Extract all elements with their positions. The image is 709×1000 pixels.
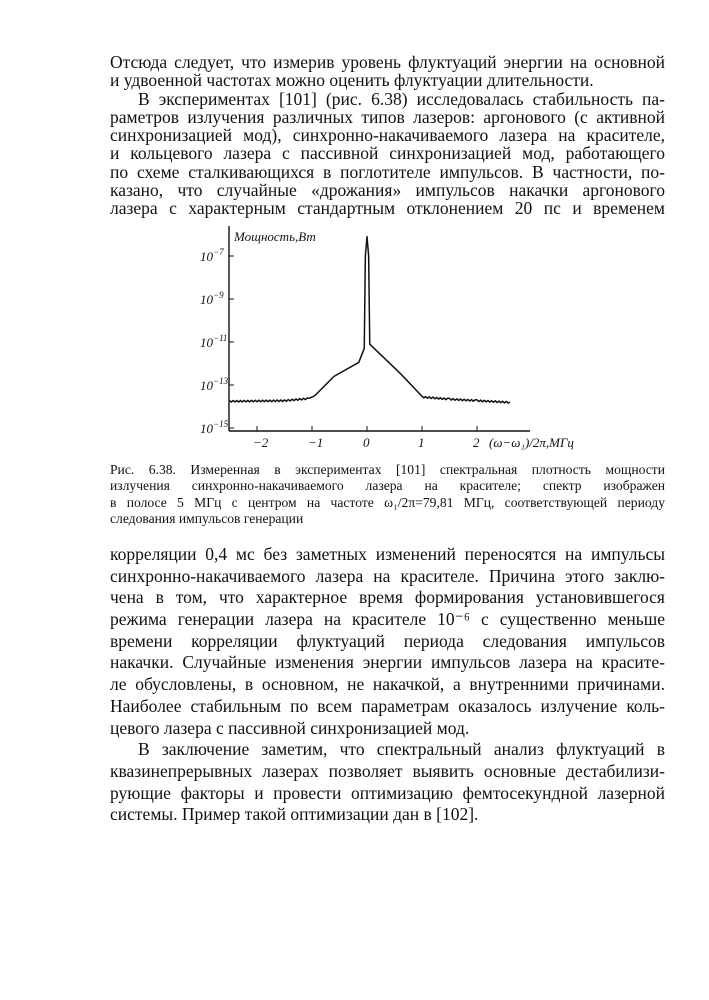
spectrum-chart <box>0 0 709 460</box>
y-tick-label <box>200 419 229 436</box>
text-line: чена в том, что характерное время формирования установившегося <box>110 587 665 608</box>
text-line: раметров излучения различных типов лазеров: аргонового (с активной <box>110 106 665 127</box>
text-line: системы. Пример такой оптимизации дан в [102]. <box>110 804 479 825</box>
text-line: режима генерации лазера на красителе 10⁻⁶ с существенно меньше <box>110 609 665 630</box>
y-tick-exponent: −9 <box>213 290 224 300</box>
text-line: и кольцевого лазера с пассивной синхронизацией мод, работающего <box>110 143 665 164</box>
text-line: В экспериментах [101] (рис. 6.38) исследовалась стабильность па- <box>138 88 665 109</box>
y-tick-exponent: −15 <box>213 419 229 429</box>
caption-line: Рис. 6.38. Измеренная в экспериментах [101] спектральная плотность мощности <box>110 462 665 477</box>
y-tick-base: 10 <box>200 378 213 393</box>
y-tick-base: 10 <box>200 421 213 436</box>
text-line: квазинепрерывных лазерах позволяет выявить основные дестабилизи- <box>110 760 665 781</box>
y-tick-label <box>200 247 224 264</box>
y-tick-exponent: −7 <box>213 247 224 257</box>
text-line: Отсюда следует, что измерив уровень флуктуаций энергии на основной <box>110 52 665 72</box>
caption-line: следования импульсов генерации <box>110 510 304 526</box>
y-tick-base: 10 <box>200 292 213 307</box>
y-tick-base: 10 <box>200 249 213 264</box>
x-tick-label: −1 <box>308 435 324 450</box>
text-line: по схеме сталкивающихся в поглотителе импульсов. В частности, по- <box>110 161 665 182</box>
figure-caption <box>110 462 665 527</box>
text-line: синхронизацией мод), синхронно-накачиваемого лазера на красителе, <box>110 125 665 146</box>
x-tick-label: 0 <box>363 435 370 450</box>
text-line: казано, что случайные «дрожания» импульсов накачки аргонового <box>110 180 665 201</box>
text-line: цевого лазера с пассивной синхронизацией мод. <box>110 717 470 738</box>
x-axis-label: (ω−ω₁)/2π,МГц <box>489 435 574 450</box>
spectrum-line <box>230 237 511 403</box>
caption-line: в полосе 5 МГц с центром на частоте ω₁/2π=79,81 МГц, соответствующей периоду <box>110 494 665 510</box>
x-tick-label: 1 <box>418 435 425 450</box>
text-line: синхронно-накачиваемого лазера на красителе. Причина этого заклю- <box>110 565 665 586</box>
text-line: рующие факторы и провести оптимизацию фемтосекундной лазерной <box>110 782 665 803</box>
y-tick-exponent: −13 <box>213 376 229 386</box>
text-block-bottom <box>110 544 665 826</box>
x-tick-label: −2 <box>253 435 269 450</box>
text-line: Наиболее стабильным по всем параметрам оказалось излучение коль- <box>110 695 665 716</box>
x-tick-label: 2 <box>473 435 480 450</box>
y-tick-label <box>200 290 224 307</box>
y-tick-label <box>200 376 229 393</box>
y-tick-base: 10 <box>200 335 213 350</box>
text-line: ле обусловлены, в основном, не накачкой, а внутренними причинами. <box>110 674 665 695</box>
text-line: накачки. Случайные изменения энергии импульсов лазера на красите- <box>110 652 665 673</box>
caption-line: излучения синхронно-накачиваемого лазера на красителе; спектр изображен <box>110 478 665 494</box>
text-line: времени корреляции флуктуаций периода следования импульсов <box>110 630 665 651</box>
text-line: В заключение заметим, что спектральный анализ флуктуаций в <box>138 739 665 760</box>
y-tick-exponent: −11 <box>213 333 228 343</box>
text-line: и удвоенной частотах можно оценить флуктуации длительности. <box>110 70 594 91</box>
text-line: корреляции 0,4 мс без заметных изменений переносятся на импульсы <box>110 544 665 564</box>
text-line: лазера с характерным стандартным отклонением 20 пс и временем <box>110 198 665 219</box>
y-tick-label <box>200 333 227 350</box>
y-axis-label: Мощность,Вт <box>234 229 316 244</box>
